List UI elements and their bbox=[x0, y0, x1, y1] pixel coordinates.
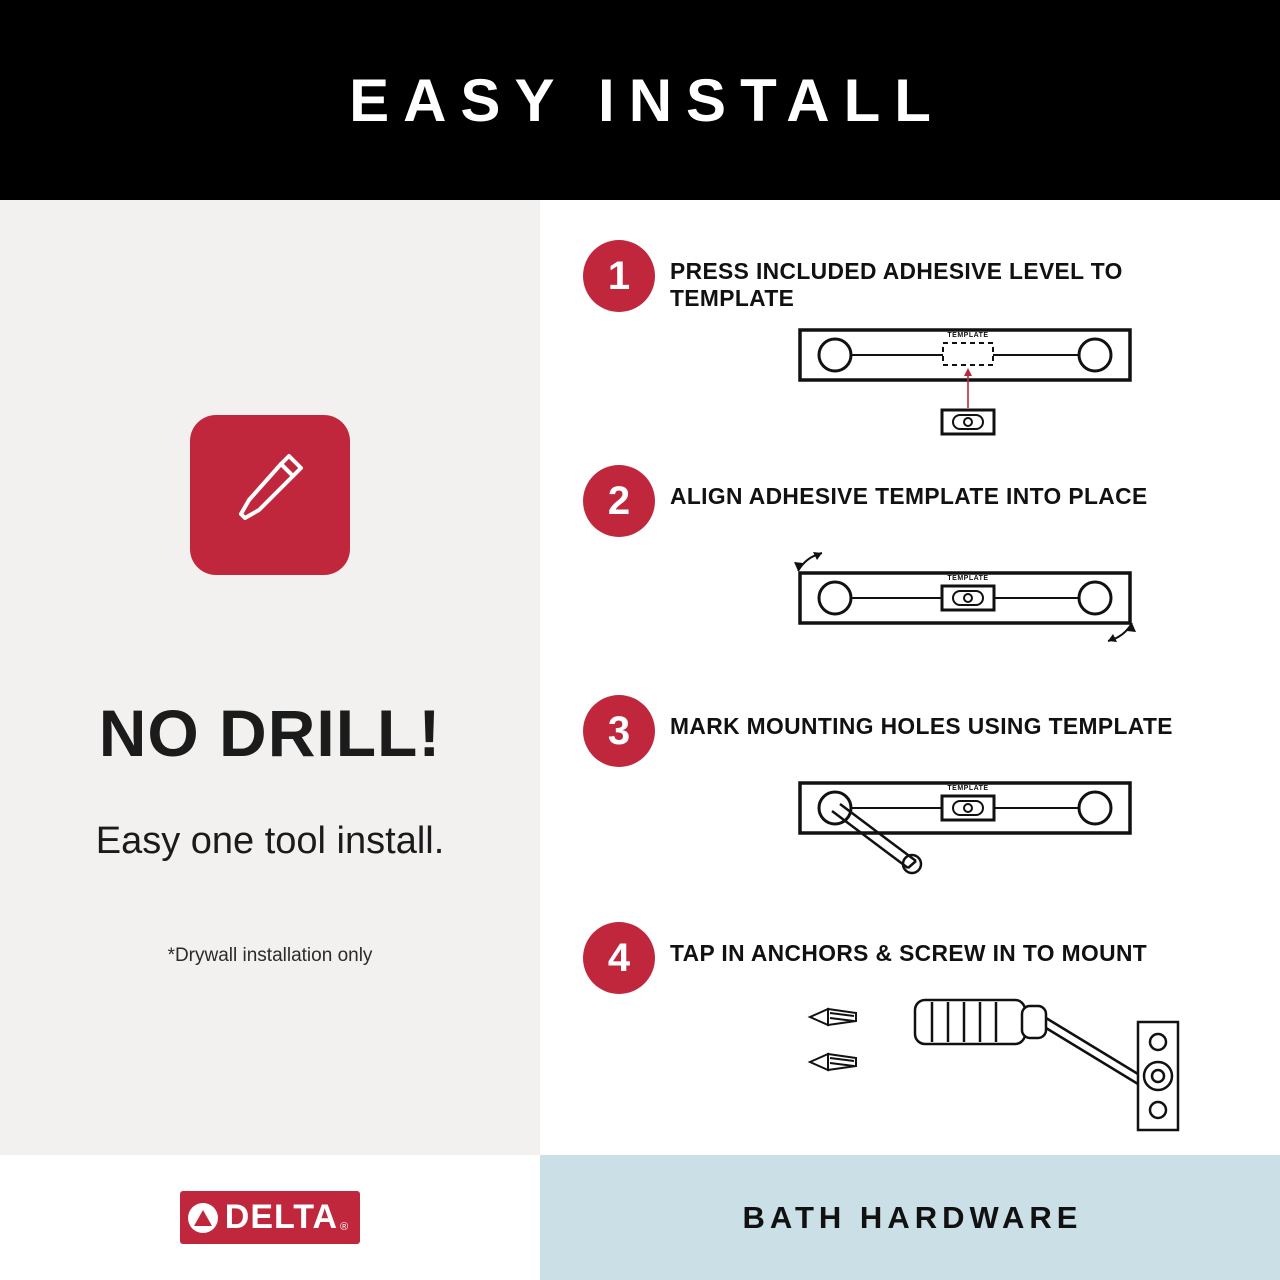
svg-text:TEMPLATE: TEMPLATE bbox=[947, 575, 989, 582]
left-panel bbox=[0, 200, 540, 1155]
footer-category-area bbox=[540, 1155, 1280, 1280]
svg-text:TEMPLATE: TEMPLATE bbox=[947, 332, 989, 339]
step-illustration-3 bbox=[670, 763, 1230, 908]
brand-name: DELTA bbox=[224, 1198, 339, 1236]
category-label: BATH HARDWARE bbox=[742, 1199, 1083, 1235]
subheadline: Easy one tool install. bbox=[95, 820, 445, 862]
step-title: MARK MOUNTING HOLES USING TEMPLATE bbox=[670, 713, 1173, 739]
footer-brand-area bbox=[0, 1155, 540, 1280]
step-title: ALIGN ADHESIVE TEMPLATE INTO PLACE bbox=[670, 483, 1148, 509]
step-number-badge: 4 bbox=[583, 922, 655, 994]
steps-panel bbox=[540, 200, 1280, 1155]
header-banner bbox=[0, 0, 1280, 200]
headline: NO DRILL! bbox=[98, 696, 442, 770]
step-illustration-4 bbox=[670, 982, 1230, 1157]
step-illustration-1 bbox=[670, 310, 1230, 455]
step-title: TAP IN ANCHORS & SCREW IN TO MOUNT bbox=[670, 940, 1148, 966]
svg-text:TEMPLATE: TEMPLATE bbox=[947, 785, 989, 792]
step-title: PRESS INCLUDED ADHESIVE LEVEL TO TEMPLATE bbox=[670, 258, 1123, 311]
screwdriver-badge bbox=[190, 415, 350, 575]
registered-mark: ® bbox=[340, 1221, 349, 1233]
step-number-badge: 1 bbox=[583, 240, 655, 312]
step-number-badge: 3 bbox=[583, 695, 655, 767]
page-title: EASY INSTALL bbox=[349, 66, 945, 134]
footnote: *Drywall installation only bbox=[167, 945, 373, 966]
delta-logo bbox=[180, 1191, 360, 1244]
step-number-badge: 2 bbox=[583, 465, 655, 537]
delta-triangle-icon bbox=[188, 1203, 218, 1233]
screwdriver-icon bbox=[215, 438, 325, 553]
step-illustration-2 bbox=[670, 523, 1230, 688]
